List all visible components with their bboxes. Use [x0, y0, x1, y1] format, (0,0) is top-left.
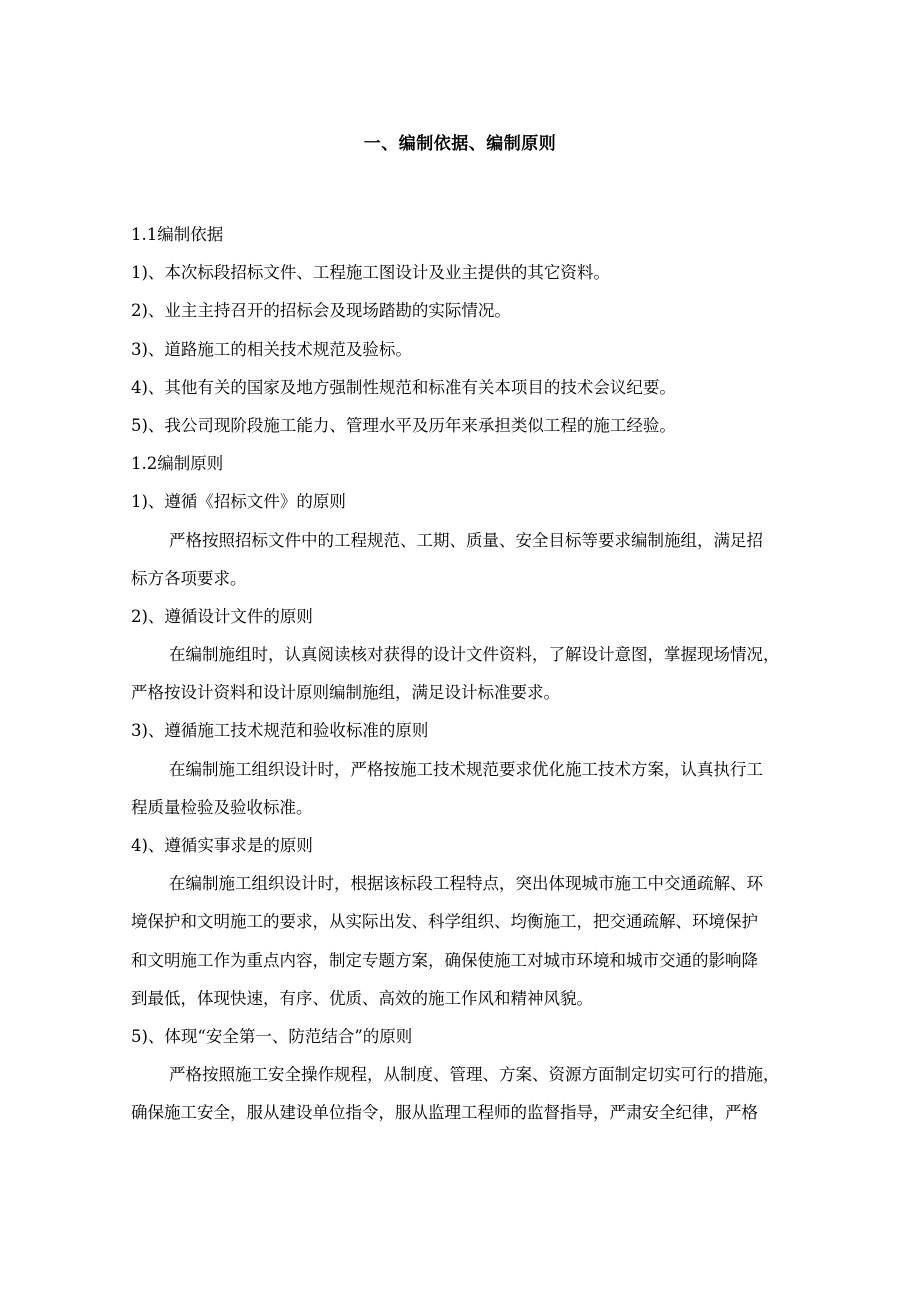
- basis-item-4: 4)、其他有关的国家及地方强制性规范和标准有关本项目的技术会议纪要。: [131, 377, 676, 397]
- principle-title-4: 4)、遵循实事求是的原则: [131, 836, 313, 855]
- basis-item-5: 5)、我公司现阶段施工能力、管理水平及历年来承担类似工程的施工经验。: [131, 415, 676, 435]
- principle-title-1: 1)、遵循《招标文件》的原则: [131, 492, 346, 512]
- principle-3-line-2: 程质量检验及验收标准。: [131, 797, 313, 817]
- section-heading-1-1: 1.1编制依据: [131, 225, 224, 244]
- principle-title-2: 2)、遵循设计文件的原则: [131, 606, 313, 626]
- principle-title-5: 5)、体现“安全第一、防范结合”的原则: [131, 1026, 413, 1046]
- page-title: 一、编制依据、编制原则: [363, 134, 557, 154]
- principle-5-line-1: 严格按照施工安全操作规程，从制度、管理、方案、资源方面制定切实可行的措施，: [169, 1065, 780, 1085]
- basis-item-2: 2)、业主主持召开的招标会及现场踏勘的实际情况。: [131, 301, 511, 321]
- principle-5-line-2: 确保施工安全，服从建设单位指令，服从监理工程师的监督指导，严肃安全纪律，严格: [131, 1103, 758, 1123]
- principle-4-line-2: 境保护和文明施工的要求，从实际出发、科学组织、均衡施工，把交通疏解、环境保护: [131, 912, 758, 932]
- principle-title-3: 3)、遵循施工技术规范和验收标准的原则: [131, 721, 429, 741]
- principle-4-line-1: 在编制施工组织设计时，根据该标段工程特点，突出体现城市施工中交通疏解、环: [169, 874, 763, 894]
- principle-1-line-1: 严格按照招标文件中的工程规范、工期、质量、安全目标等要求编制施组，满足招: [169, 530, 763, 550]
- principle-1-line-2: 标方各项要求。: [131, 568, 247, 588]
- document-body: [131, 216, 831, 1133]
- principle-2-line-1: 在编制施组时，认真阅读核对获得的设计文件资料，了解设计意图，掌握现场情况，: [169, 645, 780, 665]
- principle-4-line-4: 到最低，体现快速，有序、优质、高效的施工作风和精神风貌。: [131, 988, 593, 1008]
- principle-4-line-3: 和文明施工作为重点内容，制定专题方案，确保使施工对城市环境和城市交通的影响降: [131, 950, 758, 970]
- basis-item-1: 1)、本次标段招标文件、工程施工图设计及业主提供的其它资料。: [131, 263, 610, 283]
- section-heading-1-2: 1.2编制原则: [131, 454, 224, 474]
- principle-3-line-1: 在编制施工组织设计时，严格按施工技术规范要求优化施工技术方案，认真执行工: [169, 759, 763, 779]
- principle-2-line-2: 严格按设计资料和设计原则编制施组，满足设计标准要求。: [131, 683, 560, 703]
- basis-item-3: 3)、道路施工的相关技术规范及验标。: [131, 339, 412, 359]
